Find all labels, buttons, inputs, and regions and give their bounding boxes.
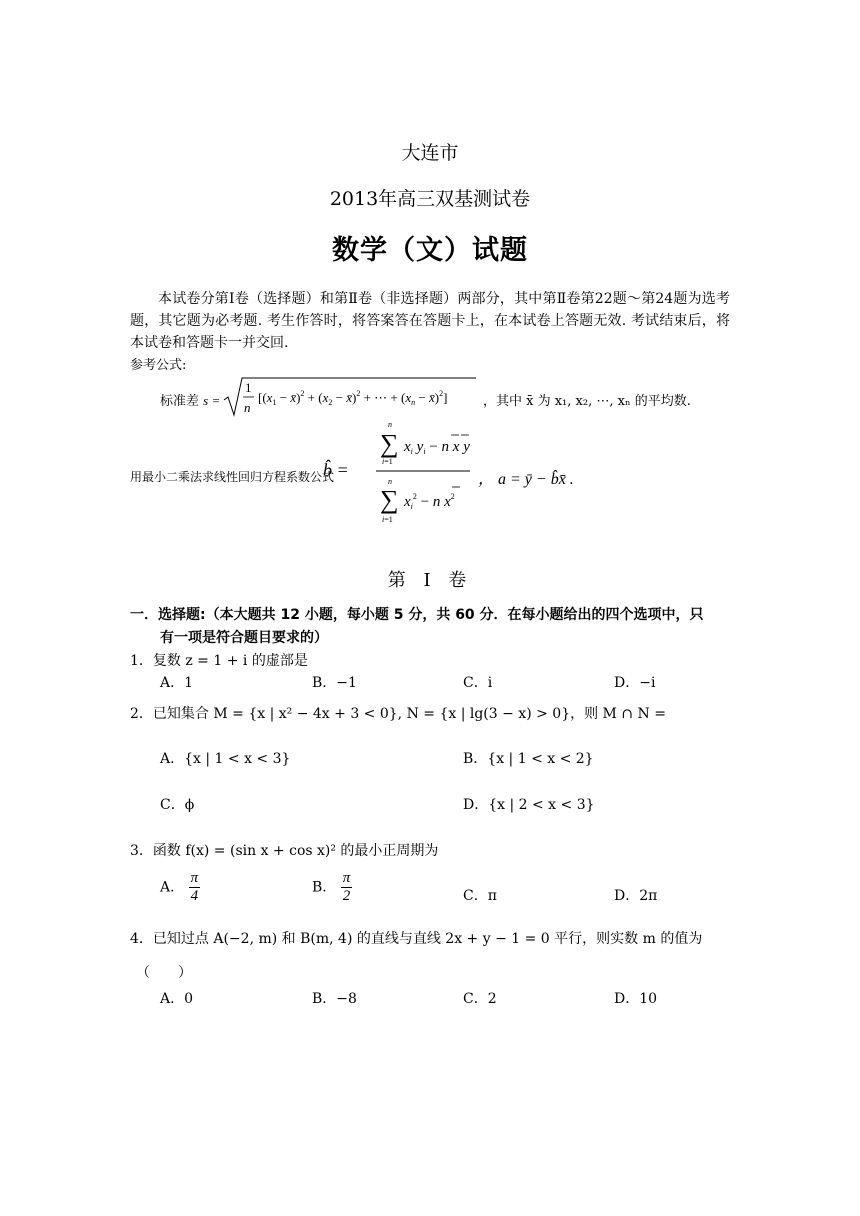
svg-text:n: n bbox=[388, 477, 392, 486]
option-c: C．i bbox=[463, 675, 493, 691]
option-a: A．1 bbox=[160, 675, 194, 691]
question-stem: 4．已知过点 A(−2, m) 和 B(m, 4) 的直线与直线 2x + y − 1 = 0 平行，则实数 m 的值为 bbox=[130, 931, 703, 947]
part-heading: 第 Ⅰ 卷 bbox=[387, 570, 473, 591]
svg-text:xi2 − n x2: $x_i^2 - n$ $x^2$ bbox=[404, 492, 455, 511]
intro-paragraph: 本试卷分第Ⅰ卷（选择题）和第Ⅱ卷（非选择题）两部分，其中第Ⅱ卷第22题～第24题为选考题，其它题为必考题. 考生作答时，将答案答在答题卡上，在本试卷上答题无效. 考试结束后，将本试卷和答题卡一并交回. bbox=[130, 291, 730, 351]
page-title: 数学（文）试题 bbox=[332, 235, 528, 266]
option-b: B．−8 bbox=[312, 991, 357, 1007]
answer-paren: （ ） bbox=[136, 965, 192, 981]
option-b: B．{x | 1 < x < 2} bbox=[463, 751, 594, 767]
sd-formula bbox=[222, 376, 478, 418]
exam-title: 2013年高三双基测试卷 bbox=[329, 188, 531, 210]
question-stem: 2．已知集合 M = {x | x² − 4x + 3 < 0}, N = {x | lg(3 − x) > 0}，则 M ∩ N = bbox=[130, 706, 666, 722]
option-b: B． $\frac{\pi}{2}$ bbox=[312, 870, 351, 904]
section-instructions-2: 有一项是符合题目要求的） bbox=[160, 630, 328, 646]
svg-text:∑: ∑ bbox=[380, 429, 399, 458]
question-stem: 1．复数 z = 1 + i 的虚部是 bbox=[130, 653, 308, 669]
option-d: D．2π bbox=[614, 888, 658, 904]
ls-formula-label: 用最小二乘法求线性回归方程系数公式 bbox=[130, 470, 335, 484]
svg-text:n: n bbox=[388, 420, 392, 429]
option-c: C．π bbox=[463, 888, 497, 904]
option-d: D．10 bbox=[614, 991, 658, 1007]
svg-text:i=1: i=1 bbox=[382, 457, 393, 466]
fraction: $\frac{\pi}{4}$ bbox=[190, 870, 199, 904]
svg-text:xi yi − n x y: $x_i$ $y_i - n$ x y bbox=[404, 439, 470, 456]
option-b: B．−1 bbox=[312, 675, 357, 691]
svg-text:1: 1 bbox=[245, 380, 252, 395]
svg-text:∑: ∑ bbox=[380, 485, 399, 514]
svg-text:i=1: i=1 bbox=[382, 515, 393, 524]
option-d: D．{x | 2 < x < 3} bbox=[463, 797, 595, 813]
option-d: D．−i bbox=[614, 675, 656, 691]
section-instructions-1: 一．选择题:（本大题共 12 小题，每小题 5 分，共 60 分．在每小题给出的四个选项中，只 bbox=[130, 607, 704, 623]
option-c: C．2 bbox=[463, 991, 497, 1007]
ls-formula-tail: ， a = ȳ − b̂x̄ . bbox=[478, 471, 574, 488]
svg-text:n: n bbox=[244, 400, 251, 415]
ls-formula-lhs: b̂ = bbox=[323, 460, 349, 480]
city-title: 大连市 bbox=[401, 142, 459, 164]
question-stem: 3．函数 f(x) = (sin x + cos x)² 的最小正周期为 bbox=[130, 843, 439, 859]
fraction: $\frac{\pi}{2}$ bbox=[342, 870, 351, 904]
reference-label: 参考公式: bbox=[130, 358, 187, 373]
sd-formula-desc: ，其中 x̄ 为 x₁, x₂, ⋯, xₙ 的平均数. bbox=[483, 394, 691, 409]
sd-formula-label: 标准差 s = bbox=[160, 393, 221, 409]
svg-text:[(x1 − x̄)2 + (x2 − x̄)2 + ⋯ +: [($x_1$ − x̄)$^2$ + ($x_2$ − x̄)$^2$ + ⋯ + ($x_n$ − x̄)$^2$] bbox=[258, 389, 448, 407]
option-c: C．ϕ bbox=[160, 797, 195, 813]
option-a: A． $\frac{\pi}{4}$ bbox=[160, 870, 199, 904]
ls-formula-fraction bbox=[372, 418, 472, 530]
option-a: A．{x | 1 < x < 3} bbox=[160, 751, 291, 767]
option-a: A．0 bbox=[160, 991, 194, 1007]
